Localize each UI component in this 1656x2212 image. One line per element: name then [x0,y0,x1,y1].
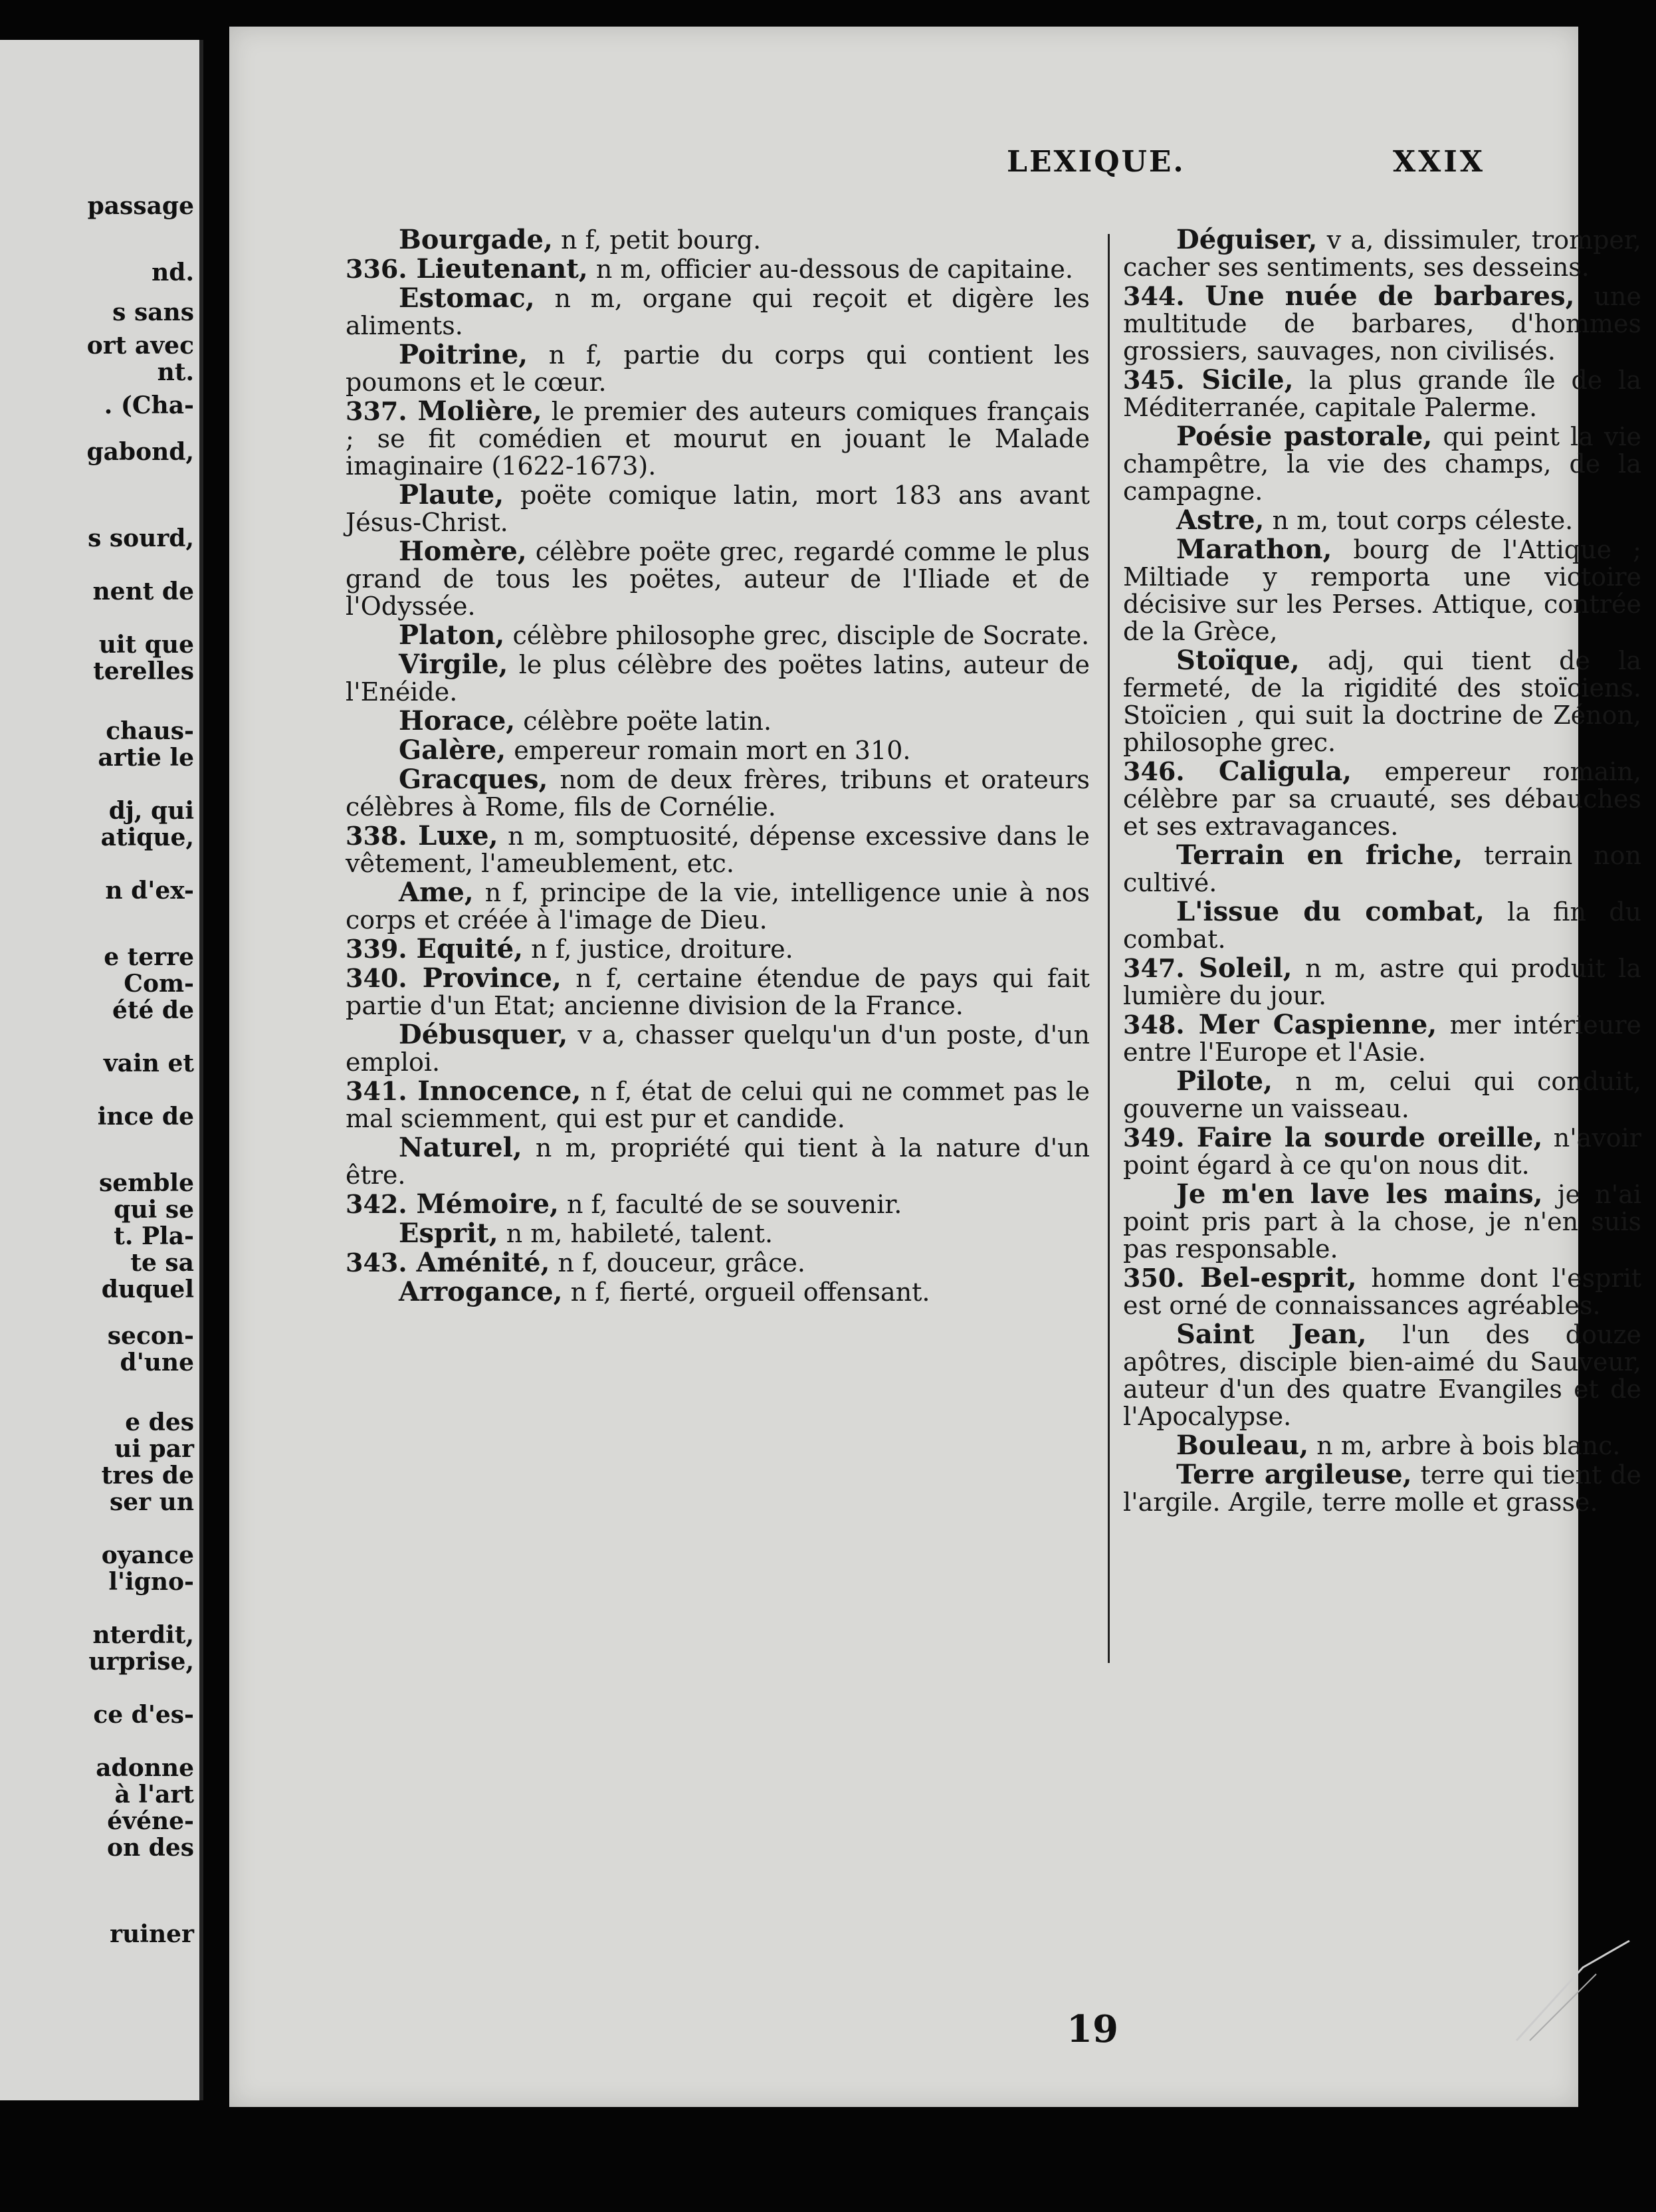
facing-page-text-fragment: nt. [157,358,194,386]
entry-number: 343. [346,1248,407,1277]
lexicon-entry [1123,841,1641,898]
entry-headword: Ame, [399,877,474,908]
roman-page-number: XXIX [1393,145,1485,179]
entry-definition: n f, petit bourg. [552,225,762,255]
facing-page-text-fragment: e des [125,1408,194,1436]
facing-page-text-fragment: nterdit, [92,1621,194,1649]
lexicon-entry [1123,1067,1641,1124]
entry-headword: Esprit, [399,1218,498,1249]
facing-page-text-fragment: ince de [97,1103,194,1131]
entry-number: 340. [346,963,407,993]
entry-headword: Equité, [407,933,524,964]
entry-definition: adj, qui tient de la fermeté, de la rigidité des stoïciens. Stoïcien , qui suit la doctrine de Zénon, philosophe grec. [1123,646,1641,757]
entry-number: 338. [346,821,407,851]
entry-definition: n'avoir point égard à ce qu'on nous dit. [1123,1123,1641,1180]
entry-headword: Faire la sourde oreille, [1184,1122,1543,1153]
entry-definition: poëte comique latin, mort 183 ans avant Jésus-Christ. [346,481,1090,537]
facing-page-text-fragment: . (Cha- [104,391,194,419]
facing-page-text-fragment: te sa [130,1249,194,1277]
entry-headword: Virgile, [399,649,508,680]
entry-headword: Débusquer, [399,1019,568,1050]
left-column [346,226,1090,1307]
lexicon-entry [346,964,1090,1021]
facing-page-text-fragment: qui se [114,1196,194,1224]
facing-page-text-fragment: ui par [114,1435,194,1463]
lexicon-entry [1123,423,1641,506]
entry-number: 341. [346,1076,407,1106]
facing-page-fragment [0,40,203,2100]
lexicon-entry [346,935,1090,964]
book-page [229,27,1642,2107]
entry-definition: homme dont l'esprit est orné de connaissances agréables. [1123,1264,1641,1320]
entry-headword: Aménité, [407,1247,550,1278]
entry-definition: n m, propriété qui tient à la nature d'un être. [346,1133,1090,1190]
entry-number: 345. [1123,365,1185,395]
entry-headword: Marathon, [1176,534,1332,565]
folio-number: 19 [1067,2007,1118,2051]
facing-page-text-fragment: événe- [107,1807,194,1835]
lexicon-entry [1123,1264,1641,1321]
lexicon-entry [1123,758,1641,841]
entry-definition: le premier des auteurs comiques français ; se fit comédien et mourut en jouant le Malade imaginaire (1622-1673). [346,397,1090,481]
facing-page-text-fragment: vain et [103,1050,194,1077]
entry-headword: Je m'en lave les mains, [1176,1178,1543,1210]
lexicon-entry [346,1021,1090,1077]
entry-headword: Poésie pastorale, [1176,421,1433,452]
facing-page-text-fragment: uit que [98,631,194,659]
entry-number: 339. [346,934,407,964]
facing-page-text-fragment: artie le [98,744,194,772]
lexicon-entry [346,397,1090,481]
lexicon-entry [346,707,1090,736]
facing-page-text-fragment: été de [112,996,194,1024]
facing-page-text-fragment: semble [98,1169,194,1197]
entry-headword: Naturel, [399,1132,522,1163]
entry-headword: Pilote, [1176,1065,1273,1097]
entry-definition: bourg de l'Attique ; Miltiade y remporta une victoire décisive sur les Perses. Attique, contrée de la Grèce, [1123,535,1641,646]
facing-page-text-fragment: nd. [152,259,194,286]
lexicon-entry [1123,282,1641,366]
entry-definition: nom de deux frères, tribuns et orateurs célèbres à Rome, fils de Cornélie. [346,765,1090,822]
lexicon-entry [346,284,1090,341]
facing-page-text-fragment: on des [106,1834,194,1862]
facing-page-text-fragment: Com- [124,970,194,998]
entry-definition: v a, dissimuler, tromper, cacher ses sentiments, ses desseins. [1123,225,1641,282]
running-head [774,145,1638,185]
lexicon-entry [346,1249,1090,1278]
lexicon-entry [346,1220,1090,1249]
facing-page-text-fragment: duquel [101,1275,194,1303]
entry-definition: n f, fierté, orgueil offensant. [562,1277,930,1307]
facing-page-text-fragment: atique, [100,824,194,851]
facing-page-text-fragment: s sourd, [88,524,194,552]
lexicon-entry [1123,954,1641,1011]
facing-page-text-fragment: ce d'es- [93,1701,194,1729]
entry-headword: Astre, [1176,504,1265,536]
entry-headword: Mer Caspienne, [1184,1009,1437,1040]
entry-definition: qui peint la vie champêtre, la vie des champs, de la campagne. [1123,422,1641,506]
entry-headword: Horace, [399,705,516,736]
entry-definition: n f, certaine étendue de pays qui fait partie d'un Etat; ancienne division de la France. [346,964,1090,1020]
facing-page-text-fragment: dj, qui [108,797,194,825]
entry-definition: célèbre philosophe grec, disciple de Socrate. [504,621,1090,650]
facing-page-text-fragment: s sans [112,298,194,326]
entry-headword: Bel-esprit, [1184,1262,1357,1293]
entry-definition: la fin du combat. [1123,897,1642,954]
entry-definition: n f, douceur, grâce. [550,1248,806,1277]
entry-headword: Sicile, [1184,364,1294,395]
lexicon-entry [1123,1321,1641,1432]
lexicon-entry [346,1134,1090,1190]
entry-headword: Estomac, [399,282,535,314]
facing-page-text-fragment: t. Pla- [114,1222,194,1250]
lexicon-entry [1123,1432,1641,1461]
lexicon-entry [1123,226,1641,282]
lexicon-entry [346,1190,1090,1220]
page-title: LEXIQUE. [1007,145,1186,179]
lexicon-entry [346,481,1090,538]
lexicon-entry [346,822,1090,879]
entry-definition: n f, justice, droiture. [523,935,793,964]
entry-definition: célèbre poëte latin. [515,707,772,736]
entry-number: 344. [1123,281,1185,311]
entry-definition: n m, officier au-dessous de capitaine. [587,255,1073,284]
entry-headword: Homère, [399,536,527,567]
facing-page-text-fragment: ort avec [86,332,194,360]
lexicon-entry [1123,1180,1641,1264]
entry-definition: célèbre poëte grec, regardé comme le plus grand de tous les poëtes, auteur de l'Iliade et de l'Odyssée. [346,537,1090,621]
lexicon-entry [1123,898,1641,954]
lexicon-entry [346,538,1090,621]
entry-number: 346. [1123,756,1185,786]
facing-page-text-fragment: adonne [96,1754,194,1782]
entry-definition: la plus grande île de la Méditerranée, capitale Palerme. [1123,366,1641,422]
entry-definition: n f, état de celui qui ne commet pas le mal sciemment, qui est pur et candide. [346,1077,1090,1133]
entry-headword: L'issue du combat, [1176,896,1485,927]
entry-headword: Terre argileuse, [1176,1459,1412,1490]
facing-page-text-fragment: gabond, [86,438,194,466]
lexicon-entry [346,1278,1090,1307]
entry-headword: Bourgade, [399,224,553,255]
lexicon-entry [1123,647,1641,758]
facing-page-text-fragment: passage [87,192,194,220]
entry-definition: le plus célèbre des poëtes latins, auteur de l'Enéide. [346,650,1090,707]
entry-headword: Bouleau, [1176,1430,1309,1461]
entry-headword: Innocence, [407,1075,581,1107]
lexicon-entry [346,255,1090,284]
entry-headword: Lieutenant, [407,253,588,284]
lexicon-entry [346,766,1090,822]
facing-page-text-fragment: ruiner [110,1920,194,1948]
lexicon-entry [1123,1011,1641,1067]
facing-page-text-fragment: chaus- [106,717,194,745]
entry-headword: Terrain en friche, [1176,839,1463,871]
entry-headword: Molière, [407,395,542,427]
lexicon-entry [346,341,1090,397]
lexicon-entry [1123,1461,1641,1517]
facing-page-text-fragment: urprise, [88,1648,194,1676]
page-corner-fold-icon [1503,1928,1636,2047]
right-column [1123,226,1641,1517]
entry-definition: terrain non cultivé. [1123,841,1641,897]
entry-headword: Gracques, [399,764,548,795]
lexicon-entry [346,1077,1090,1134]
entry-definition: n m, astre qui produit la lumière du jour. [1123,954,1641,1010]
facing-page-text-fragment: tres de [101,1462,194,1490]
entry-definition: n m, tout corps céleste. [1264,506,1574,535]
entry-headword: Mémoire, [407,1188,559,1220]
entry-number: 350. [1123,1263,1185,1293]
facing-page-text-fragment: e terre [104,943,194,971]
entry-definition: n m, celui qui conduit, gouverne un vaisseau. [1123,1067,1641,1123]
facing-page-text-fragment: ser un [109,1488,194,1516]
entry-headword: Soleil, [1184,952,1293,984]
facing-page-text-fragment: l'igno- [108,1568,194,1596]
lexicon-entry [1123,1124,1641,1180]
entry-definition: v a, chasser quelqu'un d'un poste, d'un emploi. [346,1020,1090,1077]
entry-number: 349. [1123,1123,1185,1153]
entry-definition: n f, principe de la vie, intelligence unie à nos corps et créée à l'image de Dieu. [346,878,1090,935]
entry-definition: empereur romain mort en 310. [506,736,911,765]
facing-page-text-fragment: oyance [101,1541,194,1569]
entry-number: 336. [346,254,407,284]
lexicon-entry [346,879,1090,935]
entry-definition: l'un des douze apôtres, disciple bien-aimé du Sauveur, auteur d'un des quatre Evangiles et de l'Apocalypse. [1123,1320,1641,1431]
lexicon-entry [346,736,1090,766]
entry-definition: n m, somptuosité, dépense excessive dans le vêtement, l'ameublement, etc. [346,822,1090,878]
entry-headword: Une nuée de barbares, [1184,280,1575,312]
entry-headword: Poitrine, [399,339,528,370]
entry-definition: je n'ai point pris part à la chose, je n'en suis pas responsable. [1123,1180,1641,1264]
entry-headword: Galère, [399,734,506,766]
entry-definition: une multitude de barbares, d'hommes grossiers, sauvages, non civilisés. [1123,282,1641,366]
facing-page-text-fragment: n d'ex- [105,877,194,905]
entry-definition: n m, habileté, talent. [498,1219,774,1248]
entry-headword: Stoïque, [1176,645,1300,676]
lexicon-entry [346,226,1090,255]
entry-number: 347. [1123,953,1185,983]
entry-headword: Arrogance, [399,1276,563,1307]
entry-definition: n f, faculté de se souvenir. [558,1190,902,1219]
entry-number: 337. [346,396,407,426]
lexicon-entry [1123,536,1641,647]
entry-headword: Luxe, [407,820,498,851]
entry-headword: Platon, [399,619,505,651]
facing-page-text-fragment: d'une [120,1349,194,1377]
entry-headword: Plaute, [399,479,504,510]
lexicon-entry [1123,366,1641,423]
facing-page-text-fragment: nent de [92,578,194,606]
entry-number: 342. [346,1189,407,1219]
entry-headword: Saint Jean, [1176,1319,1367,1350]
facing-page-text-fragment: terelles [93,657,194,685]
entry-definition: mer intérieure entre l'Europe et l'Asie. [1123,1010,1641,1067]
entry-number: 348. [1123,1010,1185,1040]
entry-headword: Caligula, [1184,756,1352,787]
entry-definition: terre qui tient de l'argile. Argile, terre molle et grasse. [1123,1460,1641,1517]
entry-definition: n m, arbre à bois blanc. [1308,1431,1621,1460]
column-divider [1108,234,1110,1663]
lexicon-entry [1123,506,1641,536]
facing-page-text-fragment: à l'art [114,1781,194,1809]
entry-definition: n f, partie du corps qui contient les poumons et le cœur. [346,340,1090,397]
entry-headword: Province, [407,962,562,994]
entry-definition: empereur romain, célèbre par sa cruauté, ses débauches et ses extravagances. [1123,757,1641,841]
facing-page-text-fragment: secon- [107,1322,194,1350]
lexicon-entry [346,621,1090,651]
entry-headword: Déguiser, [1176,224,1318,255]
lexicon-entry [346,651,1090,707]
entry-definition: n m, organe qui reçoit et digère les aliments. [346,284,1090,340]
